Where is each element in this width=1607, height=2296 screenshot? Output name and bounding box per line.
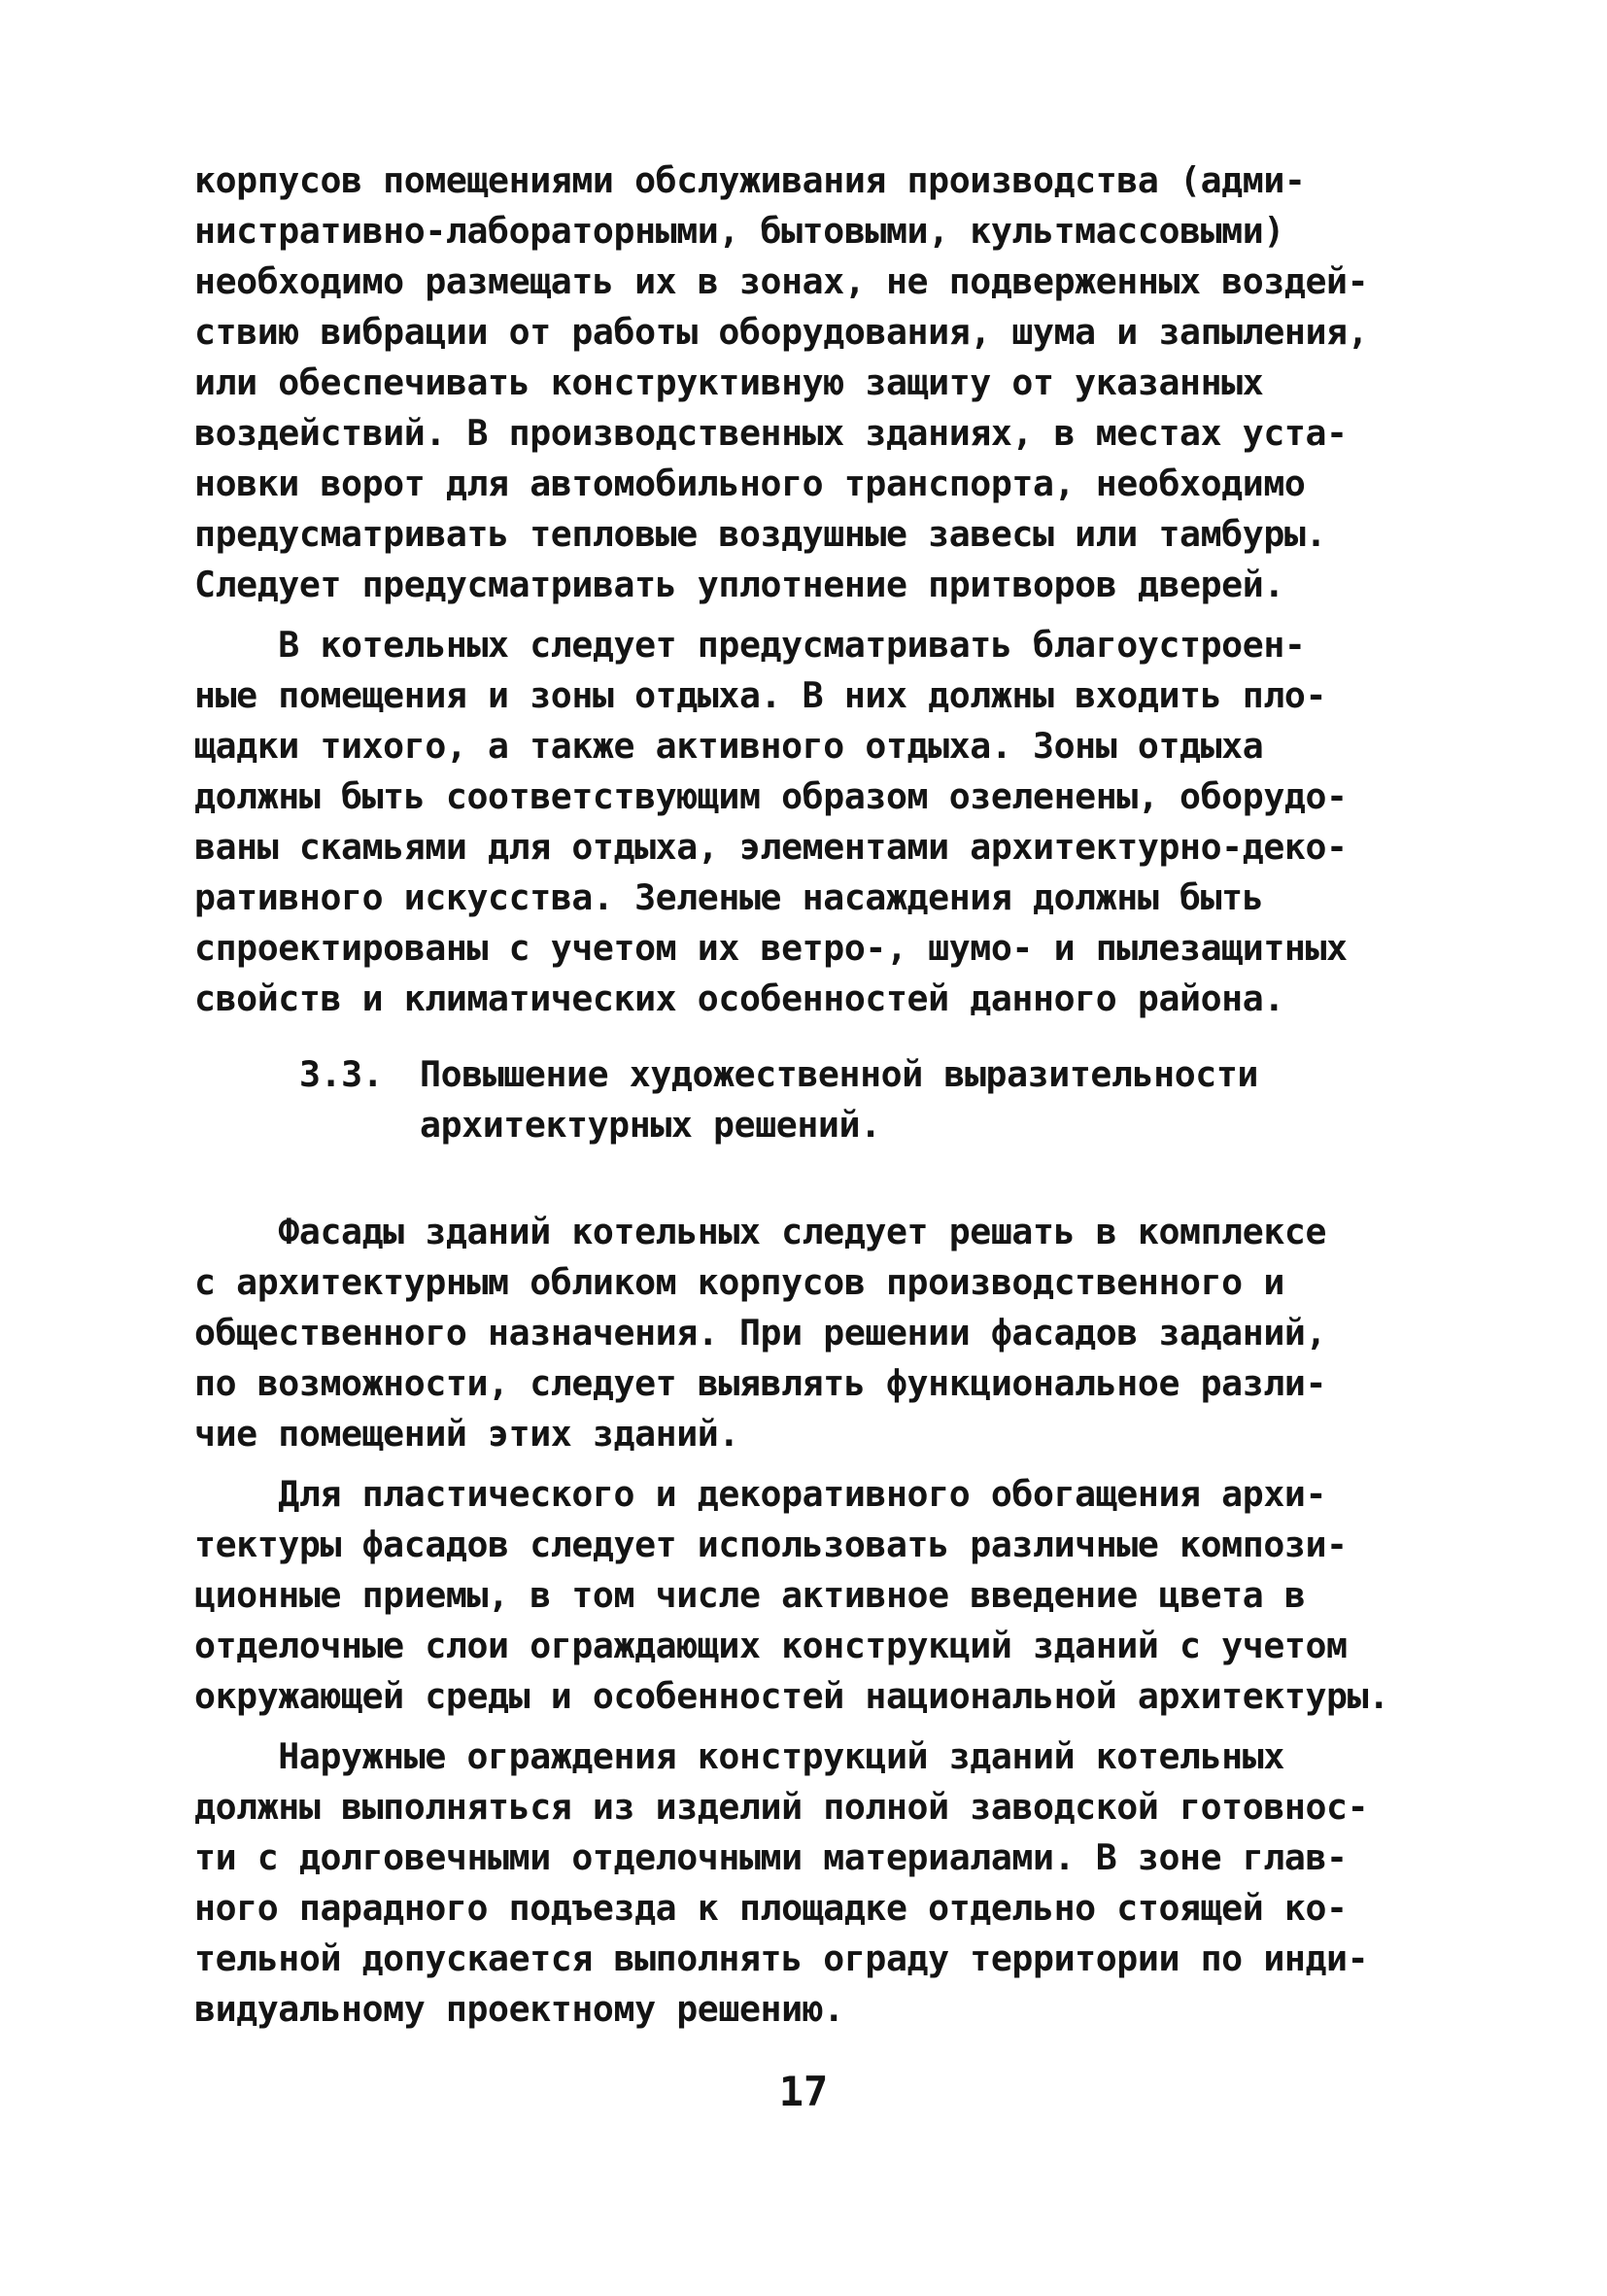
text-line: новки ворот для автомобильного транспорта, необходимо (194, 463, 1306, 504)
text-line: видуальному проектному решению. (194, 1988, 844, 2030)
text-line: чие помещений этих зданий. (194, 1413, 739, 1455)
text-line: спроектированы с учетом их ветро-, шумо- и пылезащитных (194, 927, 1348, 969)
text-line: Фасады зданий котельных следует решать в комплексе (194, 1211, 1327, 1252)
text-line: отделочные слои ограждающих конструкций зданий с учетом (194, 1625, 1348, 1666)
section-number: 3.3. (299, 1053, 384, 1095)
text-line: воздействий. В производственных зданиях, в местах уста- (194, 412, 1348, 454)
text-line: общественного назначения. При решении фасадов заданий, (194, 1312, 1327, 1354)
text-line: нистративно-лабораторными, бытовыми, культмассовыми) (194, 210, 1284, 252)
text-line: или обеспечивать конструктивную защиту от указанных (194, 361, 1264, 403)
text-line: по возможности, следует выявлять функциональное разли- (194, 1362, 1327, 1404)
text-line: корпусов помещениями обслуживания производства (адми- (194, 159, 1306, 201)
text-line: окружающей среды и особенностей национальной архитектуры. (194, 1675, 1389, 1717)
text-line: с архитектурным обликом корпусов производственного и (194, 1261, 1284, 1303)
text-line: должны быть соответствующим образом озеленены, оборудо- (194, 775, 1348, 817)
text-line: должны выполняться из изделий полной заводской готовнос- (194, 1786, 1369, 1828)
page-number: 17 (778, 2068, 829, 2115)
text-line: В котельных следует предусматривать благоустроен- (194, 624, 1306, 666)
section-title-line-2: архитектурных решений. (420, 1104, 881, 1146)
text-line: тельной допускается выполнять ограду территории по инди- (194, 1937, 1369, 1979)
text-line: ные помещения и зоны отдыха. В них должны входить пло- (194, 674, 1327, 716)
text-line: ваны скамьями для отдыха, элементами архитектурно-деко- (194, 826, 1348, 868)
text-line: ствию вибрации от работы оборудования, шума и запыления, (194, 311, 1369, 353)
text-line: Следует предусматривать уплотнение притворов дверей. (194, 564, 1284, 605)
text-line: предусматривать тепловые воздушные завесы или тамбуры. (194, 513, 1327, 555)
text-line: тектуры фасадов следует использовать различные компози- (194, 1524, 1348, 1565)
text-line: свойств и климатических особенностей данного района. (194, 977, 1284, 1019)
text-line: Наружные ограждения конструкций зданий котельных (194, 1735, 1284, 1777)
text-line: ративного искусства. Зеленые насаждения должны быть (194, 876, 1264, 918)
section-title-line-1: Повышение художественной выразительности (420, 1053, 1258, 1095)
text-line: щадки тихого, а также активного отдыха. Зоны отдыха (194, 725, 1264, 767)
text-line: ного парадного подъезда к площадке отдельно стоящей ко- (194, 1887, 1348, 1929)
text-line: необходимо размещать их в зонах, не подверженных воздей- (194, 260, 1369, 302)
text-line: ти с долговечными отделочными материалами. В зоне глав- (194, 1836, 1348, 1878)
text-line: Для пластического и декоративного обогащения архи- (194, 1473, 1327, 1515)
text-line: ционные приемы, в том числе активное введение цвета в (194, 1574, 1306, 1616)
